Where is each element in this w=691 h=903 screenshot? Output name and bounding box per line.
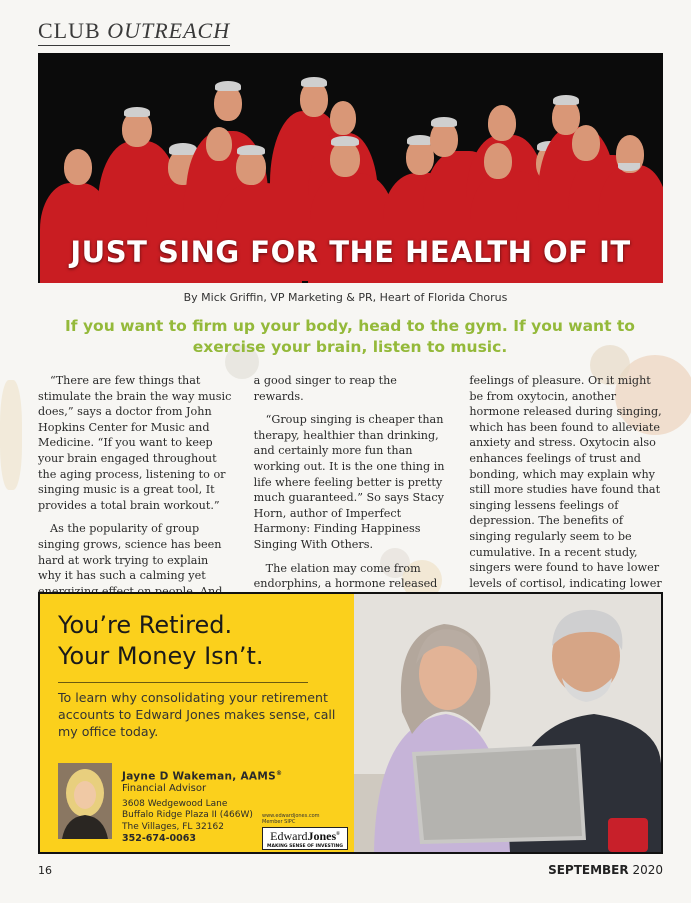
advisor-name-text: Jayne D Wakeman, AAMS [122,770,276,783]
paragraph: feelings of pleasure. Or it might be from oxytocin, another hormone released during singing, which has been found to alleviate anxiety and stress. Oxytocin also enhances feelings of trust and bonding, which may explain why still more studies have found that singing lessens feelings of depression. The benefits of singing regularly seem to be cumulative. In a recent study, singers were found to have lower levels of cortisol, indicating lower [469,374,662,590]
article-body [38,373,663,591]
issue-month: SEPTEMBER [548,863,629,877]
paragraph: The elation may come from endorphins, a hormone released [253,561,438,591]
issue-year: 2020 [632,863,663,877]
logo-tagline: MAKING SENSE OF INVESTING [266,844,344,849]
section-name-italic: OUTREACH [107,18,231,43]
advisor-contact [122,770,282,844]
logo-word: Edward [270,829,308,843]
hero-photo [38,53,663,283]
decor-bubble [0,380,22,490]
ad-website[interactable]: www.edwardjones.com [262,813,320,819]
article-byline: By Mick Griffin, VP Marketing & PR, Heart of Florida Chorus [183,291,508,304]
ad-divider [58,682,308,683]
text-column [469,373,663,590]
paragraph: “Group singing is cheaper than therapy, healthier than drinking, and certainly more fun than working out. It is the one thing in life where feeling better is pretty much guaranteed.” So says Stacy Horn, author of Imperfect Harmony: Finding Happiness Singing With Others. [253,413,445,551]
advisor-address: Buffalo Ridge Plaza II (466W) [122,810,253,820]
paragraph: As the popularity of group singing grows, science has been hard at work trying to explain why it has such a calming yet [38,522,222,583]
ad-headline-line: Your Money Isn’t. [58,642,264,670]
advisor-photo [58,763,112,839]
text-column [38,373,232,583]
text-column [253,373,448,591]
advisor-address: 3608 Wedgewood Lane [122,798,228,809]
page-number: 16 [38,864,52,877]
advertisement[interactable] [38,592,663,854]
ad-photo [354,594,661,852]
edward-jones-logo [262,827,348,850]
advisor-name [122,770,282,783]
article-title: JUST SING FOR THE HEALTH OF IT [70,235,631,269]
advisor-phone[interactable]: 352-674-0063 [122,833,196,844]
section-heading [38,18,230,46]
edward-jones-block [262,813,348,850]
sipc-note: Member SIPC [262,819,296,825]
pull-quote: If you want to firm up your body, head to the gym. If you want to exercise your brain, listen to music. [65,317,635,356]
section-name: CLUB [38,18,101,43]
issue-date [548,863,663,877]
paragraph: a good singer to reap the rewards. [253,374,397,403]
registered-mark: ® [336,832,340,837]
ad-headline-line: You’re Retired. [58,611,233,639]
ad-headline [58,610,336,672]
paragraph: “There are few things that stimulate the brain the way music does,” says a doctor from John Hopkins Center for Music and Medicine. “If you want to keep your brain engaged throughout the aging process, listening to or singing music is a great tool, It provides a total brain workout.” [38,374,232,512]
ad-body-text: To learn why consolidating your retirement accounts to Edward Jones makes sense, call my office today. [58,690,336,739]
registered-mark: ® [275,770,283,777]
advisor-title: Financial Advisor [122,782,207,794]
advisor-address: The Villages, FL 32162 [122,821,224,832]
ad-text-panel [40,594,354,852]
logo-word: Jones [307,829,337,843]
